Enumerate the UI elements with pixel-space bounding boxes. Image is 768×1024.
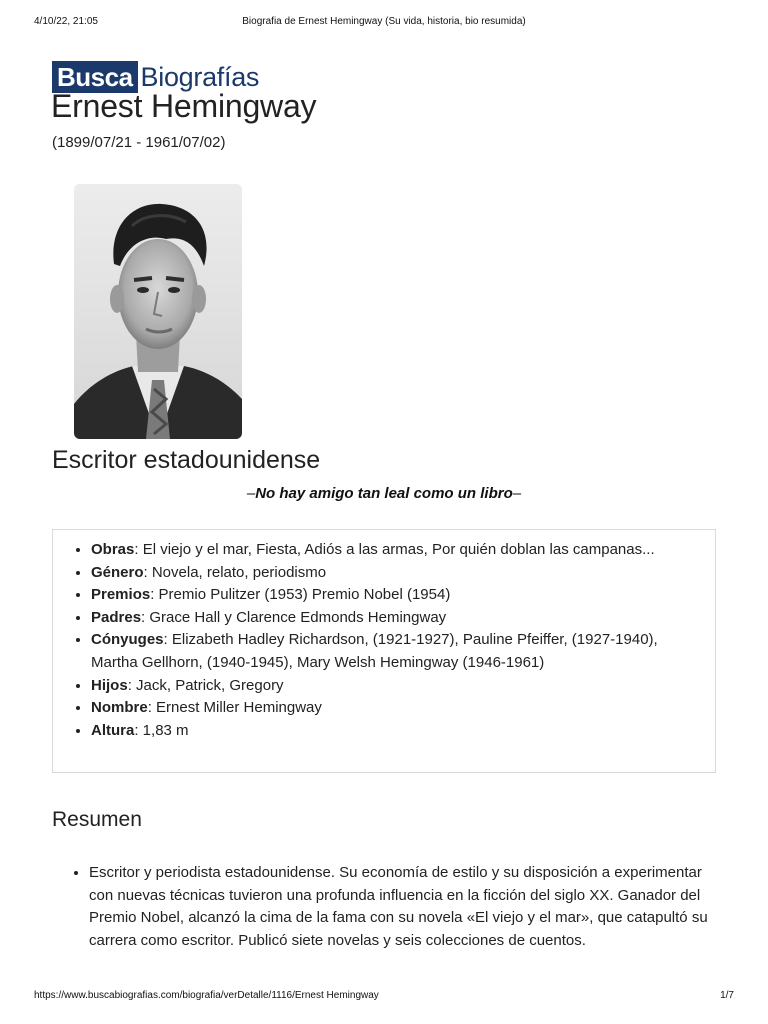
fact-label: Padres xyxy=(91,608,142,626)
summary-item: • Escritor y periodista estadounidense. Su economía de estilo y su disposición a experimentar con nuevas técnicas tuvieron una profunda influencia en la ficción del siglo XX. Ganador del Premio Nobel, alcanzó la cima de la fama con su novela «El viejo y el mar», que catapultó su carrera como escritor. Publicó siete novelas y seis colecciones de cuentos. xyxy=(89,862,716,952)
fact-value: : 1,83 m xyxy=(134,721,189,739)
quote-dash-open: – xyxy=(246,485,256,502)
fact-value: : Jack, Patrick, Gregory xyxy=(127,676,284,694)
print-footer xyxy=(34,990,734,1004)
quote-dash-close: – xyxy=(512,485,522,502)
fact-item xyxy=(91,675,699,698)
facts-list xyxy=(53,539,715,742)
fact-label: Premios xyxy=(91,586,151,604)
fact-label: Género xyxy=(91,563,144,581)
fact-value: : Elizabeth Hadley Richardson, (1921-1927), Pauline Pfeiffer, (1927-1940), Martha Gellhorn, (1940-1945), Mary Welsh Hemingway (1946-1961) xyxy=(91,631,658,671)
fact-item xyxy=(91,720,699,743)
summary-heading: Resumen xyxy=(52,808,142,831)
fact-value: : El viejo y el mar, Fiesta, Adiós a las armas, Por quién doblan las campanas... xyxy=(134,541,655,558)
summary-list xyxy=(52,862,716,952)
facts-box xyxy=(52,529,716,773)
fact-label: Hijos xyxy=(91,676,128,694)
fact-label: Altura xyxy=(91,721,135,739)
summary-section xyxy=(52,862,716,952)
life-dates: (1899/07/21 - 1961/07/02) xyxy=(52,134,226,151)
fact-value: : Premio Pulitzer (1953) Premio Nobel (1954) xyxy=(150,586,451,604)
print-url: https://www.buscabiografias.com/biografia/verDetalle/1116/Ernest Hemingway xyxy=(34,990,379,1001)
logo-busca: Busca xyxy=(52,61,138,93)
quote xyxy=(0,485,768,502)
page-title: Ernest Hemingway xyxy=(51,88,317,124)
fact-item xyxy=(91,607,699,630)
fact-value: : Grace Hall y Clarence Edmonds Hemingway xyxy=(141,608,447,626)
fact-item xyxy=(91,539,699,562)
print-page-title: Biografia de Ernest Hemingway (Su vida, historia, bio resumida) xyxy=(242,16,526,27)
fact-value: : Ernest Miller Hemingway xyxy=(147,699,322,717)
fact-item xyxy=(91,562,699,585)
fact-label: Cónyuges xyxy=(91,631,164,649)
fact-item xyxy=(91,584,699,607)
page-number: 1/7 xyxy=(720,990,734,1001)
portrait-photo xyxy=(74,184,242,439)
fact-item xyxy=(91,629,699,674)
fact-item xyxy=(91,697,699,720)
fact-value: : Novela, relato, periodismo xyxy=(143,563,327,581)
print-header xyxy=(34,16,734,32)
occupation-heading: Escritor estadounidense xyxy=(52,446,321,474)
quote-text: No hay amigo tan leal como un libro xyxy=(255,485,513,502)
print-date: 4/10/22, 21:05 xyxy=(34,16,98,27)
logo-biografias: Biografías xyxy=(140,62,260,92)
fact-label: Obras xyxy=(91,541,135,558)
fact-label: Nombre xyxy=(91,699,148,717)
